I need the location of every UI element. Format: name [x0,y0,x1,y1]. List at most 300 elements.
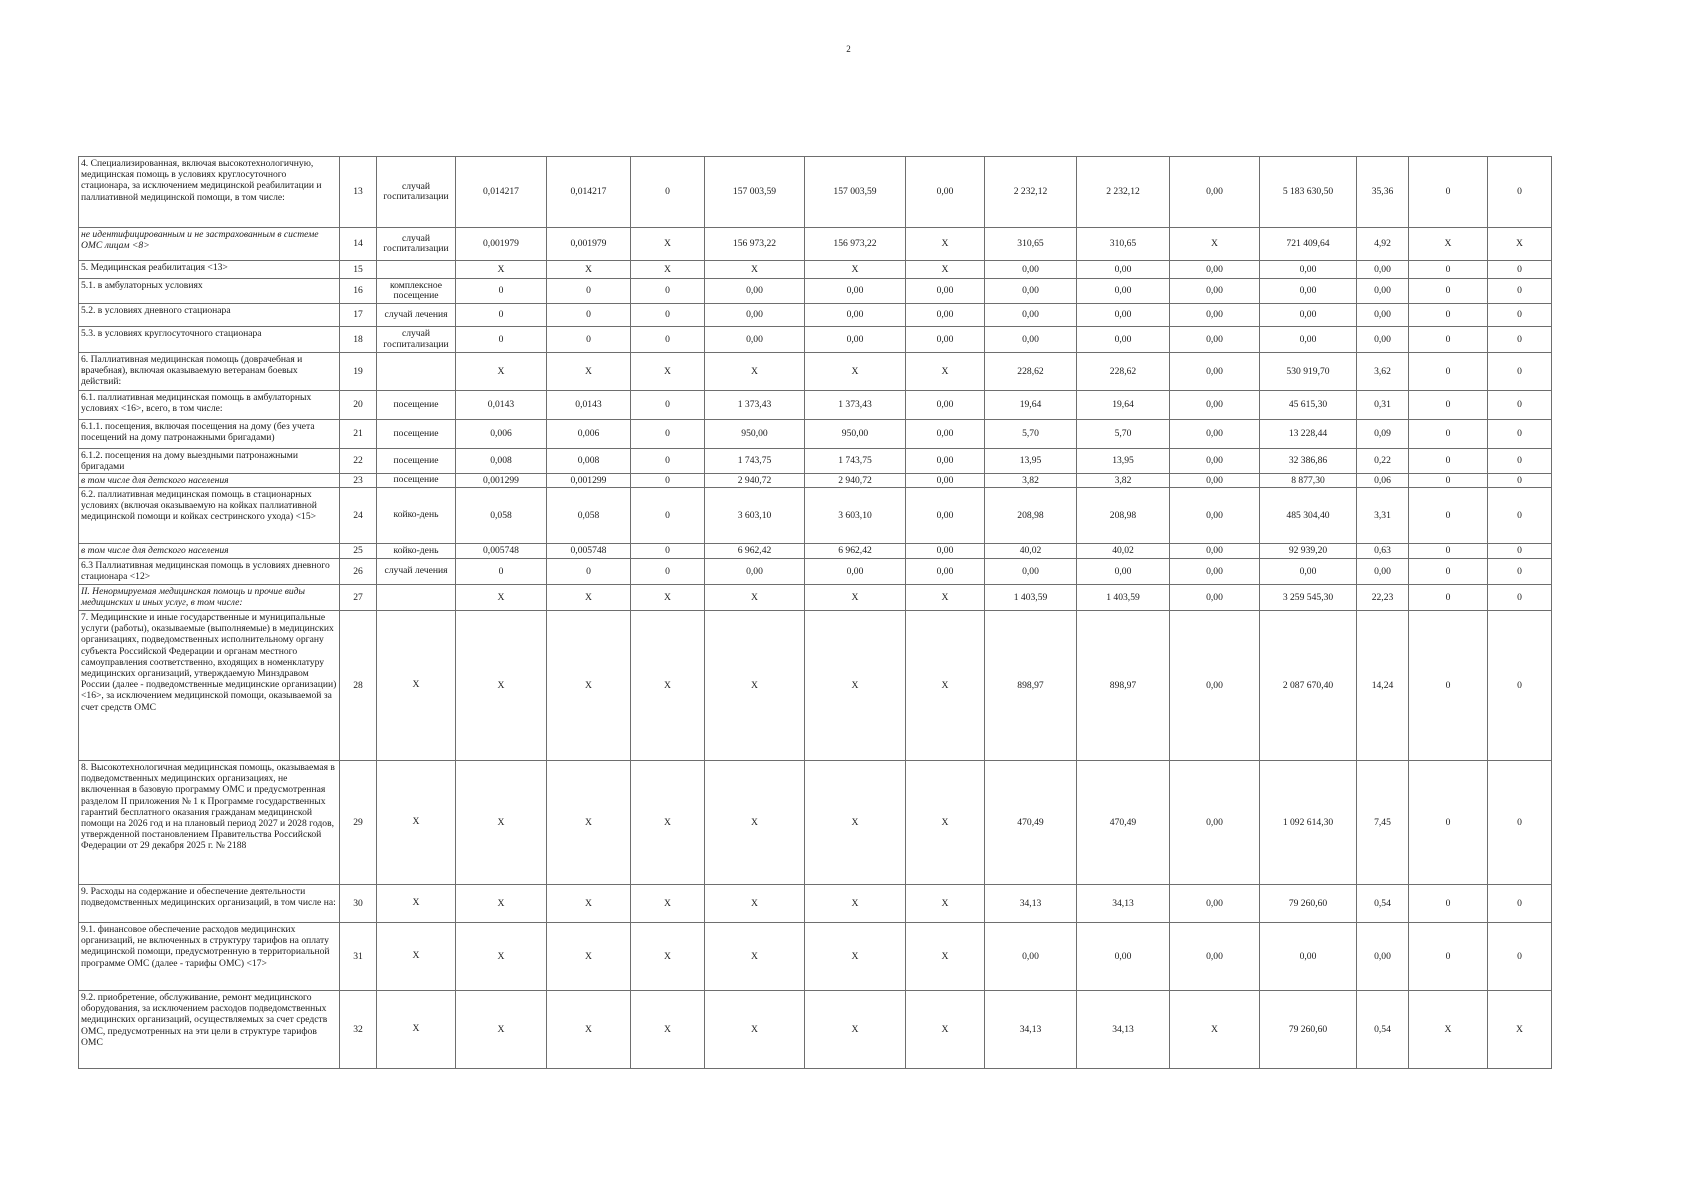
per-capita-a-cell: 0,00 [985,923,1077,991]
norm-volume-c-cell: 0 [631,391,705,420]
table-row [79,391,1552,420]
unit-cell: посещение [377,420,456,449]
norm-cost-a-cell: 1 373,43 [705,391,805,420]
per-capita-b-cell: 208,98 [1077,488,1170,544]
norm-cost-c-cell: 0,00 [906,474,985,488]
norm-cost-a-cell: 0,00 [705,279,805,304]
row-number-cell: 19 [340,353,377,391]
table-row [79,353,1552,391]
norm-volume-c-cell: 0 [631,449,705,474]
unit-cell: X [377,885,456,923]
norm-volume-c-cell: X [631,353,705,391]
row-name-cell: 6.1.1. посещения, включая посещения на дому (без учета посещений на дому патронажными бригадами) [79,420,340,449]
norm-volume-c-cell: 0 [631,304,705,327]
extra-b-cell: 0 [1488,279,1552,304]
per-capita-c-cell: 0,00 [1170,420,1260,449]
extra-a-cell: 0 [1409,885,1488,923]
extra-a-cell: 0 [1409,611,1488,761]
per-capita-c-cell: X [1170,991,1260,1069]
norm-volume-a-cell: 0,008 [456,449,547,474]
per-capita-a-cell: 0,00 [985,279,1077,304]
table-row [79,279,1552,304]
total-cost-cell: 0,00 [1260,923,1357,991]
share-cell: 3,62 [1357,353,1409,391]
norm-cost-a-cell: 0,00 [705,327,805,353]
norm-volume-b-cell: X [547,611,631,761]
norm-volume-a-cell: 0,0143 [456,391,547,420]
unit-cell: случай госпитализации [377,157,456,228]
norm-cost-b-cell: 6 962,42 [805,544,906,559]
norm-cost-a-cell: X [705,353,805,391]
share-cell: 22,23 [1357,585,1409,611]
per-capita-c-cell: 0,00 [1170,761,1260,885]
per-capita-b-cell: 1 403,59 [1077,585,1170,611]
norm-volume-a-cell: 0,058 [456,488,547,544]
norm-cost-b-cell: X [805,611,906,761]
norm-volume-c-cell: 0 [631,474,705,488]
extra-b-cell: 0 [1488,923,1552,991]
row-name-cell: 4. Специализированная, включая высокотехнологичную, медицинская помощь в условиях круглосуточного стационара, за исключением медицинской реабилитации и паллиативной медицинской помощи, в том числе: [79,157,340,228]
per-capita-a-cell: 0,00 [985,261,1077,279]
table-row [79,157,1552,228]
norm-cost-c-cell: X [906,761,985,885]
unit-cell: койко-день [377,544,456,559]
row-name-cell: 5.1. в амбулаторных условиях [79,279,340,304]
extra-a-cell: 0 [1409,353,1488,391]
extra-a-cell: 0 [1409,420,1488,449]
extra-b-cell: 0 [1488,474,1552,488]
row-number-cell: 23 [340,474,377,488]
norm-volume-c-cell: X [631,611,705,761]
extra-a-cell: 0 [1409,261,1488,279]
norm-cost-a-cell: 156 973,22 [705,228,805,261]
total-cost-cell: 32 386,86 [1260,449,1357,474]
norm-cost-a-cell: 1 743,75 [705,449,805,474]
extra-a-cell: 0 [1409,449,1488,474]
norm-cost-c-cell: 0,00 [906,327,985,353]
norm-volume-b-cell: X [547,923,631,991]
norm-cost-b-cell: 3 603,10 [805,488,906,544]
norm-cost-c-cell: X [906,228,985,261]
per-capita-c-cell: 0,00 [1170,544,1260,559]
unit-cell: X [377,923,456,991]
share-cell: 0,00 [1357,559,1409,585]
total-cost-cell: 721 409,64 [1260,228,1357,261]
norm-volume-c-cell: 0 [631,157,705,228]
per-capita-c-cell: 0,00 [1170,559,1260,585]
row-number-cell: 22 [340,449,377,474]
norm-cost-a-cell: 157 003,59 [705,157,805,228]
norm-cost-c-cell: 0,00 [906,488,985,544]
norm-volume-b-cell: X [547,885,631,923]
norm-volume-a-cell: 0,006 [456,420,547,449]
extra-a-cell: 0 [1409,544,1488,559]
norm-volume-b-cell: X [547,353,631,391]
norm-volume-a-cell: 0,001979 [456,228,547,261]
norm-cost-c-cell: X [906,885,985,923]
row-name-cell: 5.2. в условиях дневного стационара [79,304,340,327]
row-name-cell: 6.1.2. посещения на дому выездными патронажными бригадами [79,449,340,474]
row-number-cell: 17 [340,304,377,327]
norm-cost-c-cell: X [906,611,985,761]
norm-cost-b-cell: 0,00 [805,279,906,304]
norm-cost-a-cell: 0,00 [705,304,805,327]
unit-cell: случай госпитализации [377,327,456,353]
per-capita-a-cell: 0,00 [985,327,1077,353]
per-capita-a-cell: 0,00 [985,304,1077,327]
per-capita-b-cell: 898,97 [1077,611,1170,761]
norm-volume-b-cell: 0,005748 [547,544,631,559]
share-cell: 0,00 [1357,304,1409,327]
row-name-cell: 6.2. паллиативная медицинская помощь в стационарных условиях (включая оказываемую на койках паллиативной медицинской помощи и койках сестринского ухода) <15> [79,488,340,544]
row-number-cell: 15 [340,261,377,279]
norm-volume-b-cell: X [547,261,631,279]
per-capita-b-cell: 0,00 [1077,279,1170,304]
norm-volume-c-cell: X [631,885,705,923]
extra-b-cell: 0 [1488,157,1552,228]
total-cost-cell: 79 260,60 [1260,991,1357,1069]
per-capita-a-cell: 2 232,12 [985,157,1077,228]
norm-cost-b-cell: 0,00 [805,304,906,327]
per-capita-c-cell: 0,00 [1170,923,1260,991]
norm-cost-b-cell: 157 003,59 [805,157,906,228]
share-cell: 0,06 [1357,474,1409,488]
norm-volume-b-cell: 0,014217 [547,157,631,228]
row-number-cell: 21 [340,420,377,449]
unit-cell [377,353,456,391]
share-cell: 0,00 [1357,327,1409,353]
row-number-cell: 16 [340,279,377,304]
extra-b-cell: 0 [1488,327,1552,353]
row-number-cell: 14 [340,228,377,261]
extra-b-cell: 0 [1488,488,1552,544]
table-row [79,327,1552,353]
row-name-cell: 6.3 Паллиативная медицинская помощь в условиях дневного стационара <12> [79,559,340,585]
total-cost-cell: 92 939,20 [1260,544,1357,559]
norm-cost-c-cell: 0,00 [906,304,985,327]
table-row [79,585,1552,611]
per-capita-b-cell: 0,00 [1077,304,1170,327]
norm-cost-b-cell: X [805,761,906,885]
extra-b-cell: X [1488,228,1552,261]
norm-volume-a-cell: 0 [456,304,547,327]
per-capita-c-cell: 0,00 [1170,488,1260,544]
norm-cost-a-cell: X [705,885,805,923]
row-number-cell: 25 [340,544,377,559]
extra-b-cell: 0 [1488,261,1552,279]
row-name-cell: не идентифицированным и не застрахованным в системе ОМС лицам <8> [79,228,340,261]
norm-volume-a-cell: X [456,261,547,279]
total-cost-cell: 485 304,40 [1260,488,1357,544]
per-capita-a-cell: 34,13 [985,885,1077,923]
norm-cost-b-cell: X [805,353,906,391]
extra-b-cell: 0 [1488,585,1552,611]
norm-volume-a-cell: X [456,761,547,885]
extra-b-cell: 0 [1488,559,1552,585]
per-capita-c-cell: 0,00 [1170,353,1260,391]
norm-cost-b-cell: 1 373,43 [805,391,906,420]
norm-cost-c-cell: 0,00 [906,544,985,559]
norm-volume-b-cell: 0 [547,327,631,353]
share-cell: 0,22 [1357,449,1409,474]
norm-cost-a-cell: X [705,761,805,885]
unit-cell: X [377,991,456,1069]
extra-a-cell: 0 [1409,761,1488,885]
unit-cell: X [377,611,456,761]
unit-cell: случай лечения [377,304,456,327]
unit-cell: посещение [377,391,456,420]
extra-b-cell: 0 [1488,611,1552,761]
share-cell: 3,31 [1357,488,1409,544]
norm-volume-c-cell: X [631,585,705,611]
per-capita-b-cell: 0,00 [1077,559,1170,585]
norm-volume-b-cell: 0,001299 [547,474,631,488]
per-capita-b-cell: 310,65 [1077,228,1170,261]
row-number-cell: 20 [340,391,377,420]
per-capita-b-cell: 228,62 [1077,353,1170,391]
per-capita-a-cell: 3,82 [985,474,1077,488]
total-cost-cell: 5 183 630,50 [1260,157,1357,228]
row-number-cell: 32 [340,991,377,1069]
norm-cost-b-cell: 0,00 [805,327,906,353]
total-cost-cell: 45 615,30 [1260,391,1357,420]
row-name-cell: 7. Медицинские и иные государственные и муниципальные услуги (работы), оказываемые (выполняемые) в медицинских организациях, подведомственных исполнительному органу субъекта Российской Федерации и органам местного самоуправления соответственно, входящих в номенклатуру медицинских организаций, утверждаемую Минздравом России (далее - подведомственные медицинские организации) <16>, за исключением медицинской помощи, оказываемой за счет средств ОМС [79,611,340,761]
extra-a-cell: 0 [1409,279,1488,304]
extra-a-cell: 0 [1409,304,1488,327]
unit-cell: посещение [377,449,456,474]
table-row [79,544,1552,559]
extra-a-cell: 0 [1409,474,1488,488]
per-capita-a-cell: 470,49 [985,761,1077,885]
norm-cost-c-cell: X [906,353,985,391]
norm-cost-b-cell: 0,00 [805,559,906,585]
norm-volume-b-cell: 0,0143 [547,391,631,420]
total-cost-cell: 1 092 614,30 [1260,761,1357,885]
per-capita-c-cell: 0,00 [1170,585,1260,611]
total-cost-cell: 79 260,60 [1260,885,1357,923]
extra-b-cell: 0 [1488,304,1552,327]
unit-cell: койко-день [377,488,456,544]
norm-volume-a-cell: 0 [456,279,547,304]
norm-volume-c-cell: 0 [631,488,705,544]
row-number-cell: 18 [340,327,377,353]
total-cost-cell: 13 228,44 [1260,420,1357,449]
extra-b-cell: 0 [1488,449,1552,474]
norm-cost-a-cell: 0,00 [705,559,805,585]
per-capita-a-cell: 898,97 [985,611,1077,761]
total-cost-cell: 530 919,70 [1260,353,1357,391]
per-capita-c-cell: 0,00 [1170,279,1260,304]
table-row [79,449,1552,474]
unit-cell: посещение [377,474,456,488]
per-capita-b-cell: 0,00 [1077,923,1170,991]
total-cost-cell: 2 087 670,40 [1260,611,1357,761]
norm-cost-c-cell: X [906,923,985,991]
norm-cost-c-cell: X [906,261,985,279]
extra-b-cell: X [1488,991,1552,1069]
total-cost-cell: 0,00 [1260,279,1357,304]
table-row [79,304,1552,327]
per-capita-c-cell: 0,00 [1170,327,1260,353]
extra-b-cell: 0 [1488,391,1552,420]
extra-a-cell: 0 [1409,391,1488,420]
norm-cost-a-cell: X [705,991,805,1069]
per-capita-b-cell: 40,02 [1077,544,1170,559]
unit-cell [377,585,456,611]
norm-cost-b-cell: 2 940,72 [805,474,906,488]
per-capita-b-cell: 34,13 [1077,991,1170,1069]
norm-cost-a-cell: X [705,611,805,761]
norm-volume-b-cell: 0,001979 [547,228,631,261]
extra-b-cell: 0 [1488,544,1552,559]
norm-cost-a-cell: 6 962,42 [705,544,805,559]
table-row [79,611,1552,761]
row-name-cell: 8. Высокотехнологичная медицинская помощь, оказываемая в подведомственных медицинских организациях, не включенная в базовую программу ОМС и предусмотренная разделом II приложения № 1 к Программе государственных гарантий бесплатного оказания гражданам медицинской помощи на 2026 год и на плановый период 2027 и 2028 годов, утвержденной постановлением Правительства Российской Федерации от 29 декабря 2025 г. № 2188 [79,761,340,885]
per-capita-c-cell: 0,00 [1170,449,1260,474]
extra-a-cell: X [1409,228,1488,261]
extra-b-cell: 0 [1488,761,1552,885]
norm-volume-c-cell: 0 [631,544,705,559]
norm-cost-b-cell: X [805,991,906,1069]
financing-table [78,156,1552,1069]
per-capita-a-cell: 40,02 [985,544,1077,559]
extra-a-cell: 0 [1409,923,1488,991]
norm-volume-a-cell: 0 [456,327,547,353]
norm-cost-a-cell: 950,00 [705,420,805,449]
norm-volume-c-cell: 0 [631,420,705,449]
row-number-cell: 26 [340,559,377,585]
per-capita-b-cell: 5,70 [1077,420,1170,449]
unit-cell: случай лечения [377,559,456,585]
per-capita-a-cell: 1 403,59 [985,585,1077,611]
total-cost-cell: 0,00 [1260,261,1357,279]
extra-a-cell: 0 [1409,327,1488,353]
norm-cost-a-cell: 2 940,72 [705,474,805,488]
per-capita-c-cell: 0,00 [1170,611,1260,761]
norm-cost-c-cell: 0,00 [906,420,985,449]
share-cell: 0,63 [1357,544,1409,559]
norm-volume-a-cell: 0,001299 [456,474,547,488]
per-capita-b-cell: 0,00 [1077,261,1170,279]
extra-a-cell: X [1409,991,1488,1069]
row-name-cell: 6. Паллиативная медицинская помощь (доврачебная и врачебная), включая оказываемую ветеранам боевых действий: [79,353,340,391]
share-cell: 14,24 [1357,611,1409,761]
row-name-cell: 6.1. паллиативная медицинская помощь в амбулаторных условиях <16>, всего, в том числе: [79,391,340,420]
norm-cost-c-cell: 0,00 [906,391,985,420]
share-cell: 0,54 [1357,991,1409,1069]
row-name-cell: II. Ненормируемая медицинская помощь и прочие виды медицинских и иных услуг, в том числе: [79,585,340,611]
share-cell: 35,36 [1357,157,1409,228]
total-cost-cell: 0,00 [1260,559,1357,585]
per-capita-c-cell: 0,00 [1170,474,1260,488]
table-row [79,474,1552,488]
page-number: 2 [846,44,851,54]
norm-cost-b-cell: X [805,923,906,991]
per-capita-b-cell: 470,49 [1077,761,1170,885]
norm-cost-b-cell: 1 743,75 [805,449,906,474]
norm-volume-c-cell: X [631,991,705,1069]
norm-volume-a-cell: 0,005748 [456,544,547,559]
norm-volume-a-cell: 0,014217 [456,157,547,228]
total-cost-cell: 0,00 [1260,304,1357,327]
share-cell: 0,31 [1357,391,1409,420]
norm-cost-b-cell: 156 973,22 [805,228,906,261]
norm-volume-b-cell: 0 [547,279,631,304]
norm-cost-a-cell: 3 603,10 [705,488,805,544]
per-capita-a-cell: 13,95 [985,449,1077,474]
norm-volume-a-cell: X [456,611,547,761]
per-capita-b-cell: 2 232,12 [1077,157,1170,228]
total-cost-cell: 0,00 [1260,327,1357,353]
row-number-cell: 29 [340,761,377,885]
table-row [79,488,1552,544]
norm-volume-b-cell: 0,058 [547,488,631,544]
norm-volume-a-cell: X [456,353,547,391]
table-row [79,885,1552,923]
extra-b-cell: 0 [1488,420,1552,449]
table-row [79,261,1552,279]
norm-volume-a-cell: 0 [456,559,547,585]
extra-a-cell: 0 [1409,585,1488,611]
norm-cost-c-cell: 0,00 [906,279,985,304]
share-cell: 0,00 [1357,279,1409,304]
table-row [79,923,1552,991]
norm-cost-c-cell: 0,00 [906,157,985,228]
per-capita-c-cell: 0,00 [1170,304,1260,327]
per-capita-c-cell: 0,00 [1170,391,1260,420]
row-number-cell: 31 [340,923,377,991]
norm-cost-a-cell: X [705,585,805,611]
row-number-cell: 28 [340,611,377,761]
row-name-cell: 5.3. в условиях круглосуточного стационара [79,327,340,353]
norm-volume-c-cell: X [631,761,705,885]
norm-cost-c-cell: 0,00 [906,449,985,474]
norm-volume-c-cell: X [631,261,705,279]
per-capita-a-cell: 19,64 [985,391,1077,420]
share-cell: 7,45 [1357,761,1409,885]
row-name-cell: в том числе для детского населения [79,544,340,559]
row-number-cell: 24 [340,488,377,544]
row-number-cell: 27 [340,585,377,611]
per-capita-b-cell: 0,00 [1077,327,1170,353]
row-name-cell: 9. Расходы на содержание и обеспечение деятельности подведомственных медицинских организаций, в том числе на: [79,885,340,923]
extra-a-cell: 0 [1409,488,1488,544]
norm-cost-b-cell: 950,00 [805,420,906,449]
per-capita-b-cell: 19,64 [1077,391,1170,420]
per-capita-c-cell: 0,00 [1170,261,1260,279]
unit-cell [377,261,456,279]
extra-a-cell: 0 [1409,559,1488,585]
per-capita-c-cell: X [1170,228,1260,261]
norm-volume-b-cell: X [547,585,631,611]
share-cell: 0,00 [1357,261,1409,279]
norm-cost-b-cell: X [805,885,906,923]
per-capita-b-cell: 3,82 [1077,474,1170,488]
norm-volume-b-cell: X [547,761,631,885]
norm-volume-a-cell: X [456,923,547,991]
per-capita-a-cell: 5,70 [985,420,1077,449]
share-cell: 0,00 [1357,923,1409,991]
share-cell: 0,09 [1357,420,1409,449]
table-row [79,761,1552,885]
extra-a-cell: 0 [1409,157,1488,228]
unit-cell: X [377,761,456,885]
per-capita-a-cell: 208,98 [985,488,1077,544]
per-capita-a-cell: 228,62 [985,353,1077,391]
norm-cost-a-cell: X [705,923,805,991]
per-capita-b-cell: 34,13 [1077,885,1170,923]
row-name-cell: 9.2. приобретение, обслуживание, ремонт медицинского оборудования, за исключением расходов подведомственных медицинских организаций, осуществляемых за счет средств ОМС, предусмотренных на эти цели в структуре тарифов ОМС [79,991,340,1069]
